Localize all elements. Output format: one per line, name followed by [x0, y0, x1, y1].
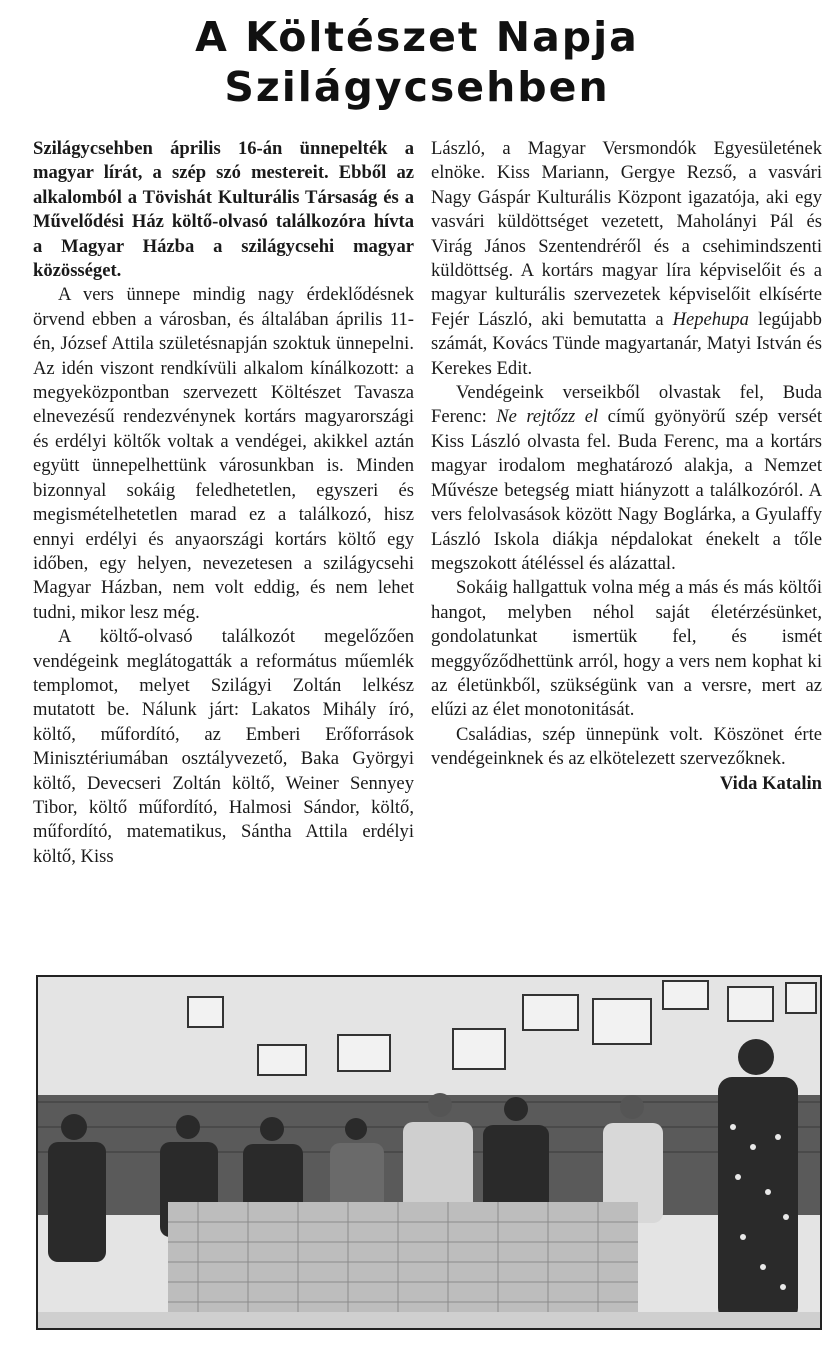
article-column-left [33, 137, 414, 869]
article-author: Vida Katalin [719, 772, 822, 794]
article-paragraph-2-end [431, 137, 822, 381]
paragraph-3-text-a: Vendégeink verseikből olvastak fel, Buda Ferenc: [431, 382, 822, 428]
article-paragraph-5: Családias, szép ünnepünk volt. Köszönet érte vendégeinknek és az elkötelezett szervezőknek. [431, 723, 822, 770]
article-headline [0, 12, 834, 112]
headline-line-1: A Költészet Napja [195, 13, 639, 61]
magazine-title: Hepehupa [672, 308, 749, 330]
event-photo [36, 975, 822, 1330]
article-column-right [431, 137, 822, 796]
event-photo-illustration [38, 977, 820, 1328]
photo-table [168, 1202, 638, 1312]
photo-floor [38, 1312, 820, 1328]
article-paragraph-2-start: A költő-olvasó találkozót megelőzően vendégeink meglátogatták a református műemlék templomot, melyet Szilágyi Zoltán lelkész mutatott be. Nálunk járt: Lakatos Mihály író, költő, műfordító, az Emberi Erőforrások Minisztériumában osztályvezető, Baka Györgyi költő, Devecseri Zoltán költő, Weiner Sennyey Tibor, költő műfordító, Halmosi Sándor, költő, műfordító, matematikus, Sántha Attila erdélyi költő, Kiss [33, 626, 414, 867]
paragraph-3-text-b: című gyönyörű szép versét Kiss László olvasta fel. Buda Ferenc, ma a kortárs magyar irodalom meghatározó alakja, a Nemzet Művésze betegség miatt hiányzott a találkozóról. A vers felolvasások között Nagy Boglárka, a Gyulaffy László Iskola diákja népdalokat énekelt a tőle megszokott átéléssel és alázattal. [431, 406, 822, 574]
paragraph-2-text-b: legújabb számát, Kovács Tünde magyartanár, Matyi István és Kerekes Edit. [431, 308, 822, 379]
article-paragraph-3 [431, 381, 822, 576]
paragraph-2-text-a: László, a Magyar Versmondók Egyesületének elnöke. Kiss Mariann, Gergye Rezső, a vasvári Nagy Gáspár Kulturális Központ igazatója, aki egy vasvári küldöttséget vezetett, Maholányi Pál és Virág János Szentendréről és a csehimindszenti küldöttség. A kortárs magyar líra képviselőit és a magyar kulturális szervezetek képviselőit elkísérte Fejér László, aki bemutatta a [431, 138, 822, 330]
article-lead: Szilágycsehben április 16-án ünnepelték a magyar lírát, a szép szó mestereit. Ebből az alkalomból a Tövishát Kulturális Társaság és a Művelődési Ház költő-olvasó találkozóra hívta a Magyar Házba a szilágycsehi magyar közösséget. [33, 138, 414, 282]
article-paragraph-1: A vers ünnepe mindig nagy érdeklődésnek örvend ebben a városban, és általában április 11-én, József Attila születésnapján szoktuk ünnepelni. Az idén viszont rendkívüli alkalom kínálkozott: a megyeközpontban szervezett Költészet Tavasza elnevezésű rendezvénynek kortárs magyarországi és erdélyi költők voltak a vendégei, akikkel aztán együtt ünnepelhettünk városunkban is. Minden bizonnyal sokáig feledhetetlen, egyszeri és megismételhetetlen marad ez a találkozó, hisz ennyi erdélyi és anyaországi kortárs költő egy időben, egy helyen, nevezetesen a szilágycsehi Magyar Házban, nem volt eddig, és nem lehet tudni, mikor lesz még. [33, 284, 414, 623]
poem-title: Ne rejtőzz el [496, 406, 599, 428]
headline-line-2: Szilágycsehben [224, 63, 610, 111]
article-paragraph-4: Sokáig hallgattuk volna még a más és más költői hangot, melyben néhol saját életérzésünket, gondolatunkat ismertük fel, és ismét meggyőződhettünk arról, hogy a vers nem kophat ki az életünkből, szükségünk van a versre, mert az elűzi az élet monotonitását. [431, 577, 822, 721]
